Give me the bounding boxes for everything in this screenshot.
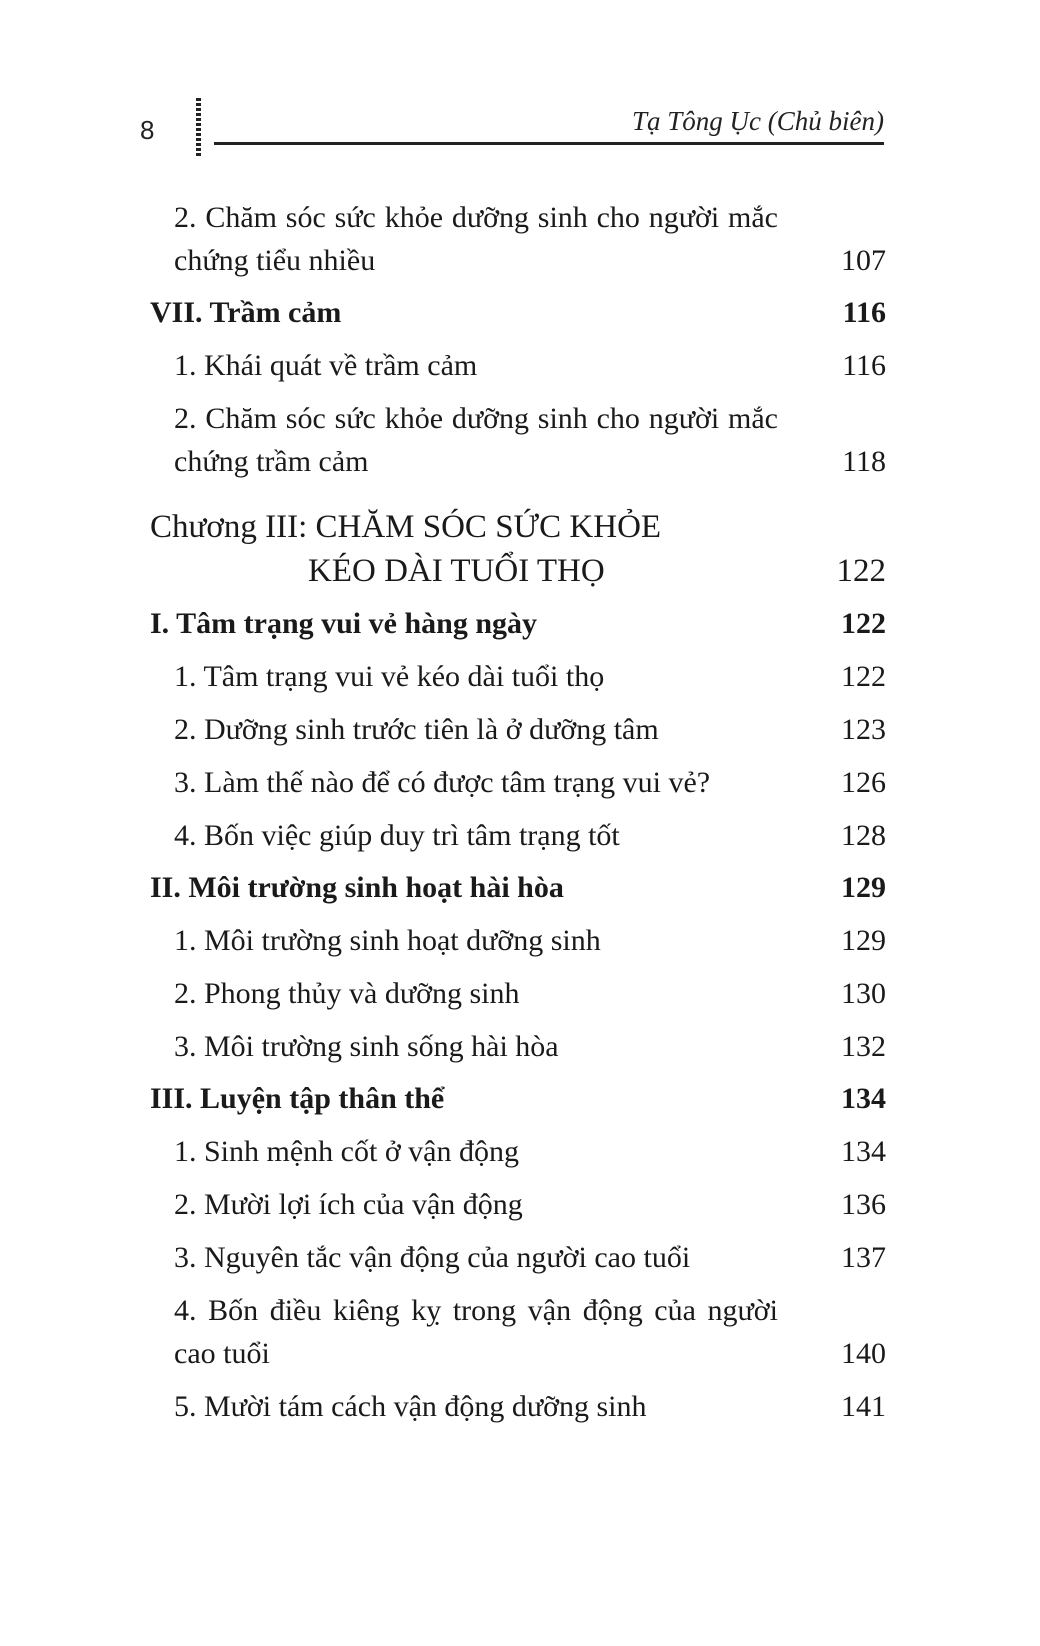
toc-entry-page: 137 (841, 1241, 886, 1274)
toc-section (150, 291, 886, 334)
toc-entry-page: 116 (842, 296, 886, 329)
toc-entry-page: 122 (836, 553, 886, 589)
toc-section-title: VII. Trầm cảm (150, 296, 342, 329)
toc-section-title: I. Tâm trạng vui vẻ hàng ngày (150, 607, 538, 640)
toc-entry (150, 196, 886, 282)
page-number: 8 (140, 115, 155, 145)
toc-entry (150, 972, 886, 1015)
toc-section (150, 866, 886, 909)
toc-entry (150, 1025, 886, 1068)
toc-entry-title: 3. Làm thế nào để có được tâm trạng vui vẻ? (174, 766, 711, 799)
toc-entry-title: 1. Tâm trạng vui vẻ kéo dài tuổi thọ (174, 660, 605, 693)
toc-entry (150, 919, 886, 962)
toc-entry (150, 761, 886, 804)
toc-entry-title: 4. Bốn điều kiêng kỵ trong vận động của người cao tuổi (174, 1294, 778, 1370)
toc-entry-page: 122 (841, 660, 886, 693)
toc-entry-title: 2. Mười lợi ích của vận động (174, 1188, 523, 1221)
toc-entry-page: 134 (841, 1135, 886, 1168)
toc-entry-page: 123 (841, 713, 886, 746)
toc-chapter (150, 505, 886, 593)
toc-entry-page: 126 (841, 766, 886, 799)
toc-entry-title: 2. Chăm sóc sức khỏe dưỡng sinh cho người mắc chứng tiểu nhiều (174, 201, 778, 277)
running-head: Tạ Tông Ục (Chủ biên) (632, 106, 884, 136)
toc-entry (150, 1289, 886, 1375)
toc-entry-title: 4. Bốn việc giúp duy trì tâm trạng tốt (174, 819, 620, 852)
toc-entry-title: 3. Môi trường sinh sống hài hòa (174, 1030, 559, 1063)
toc-entry (150, 1236, 886, 1279)
toc-entry-title: 3. Nguyên tắc vận động của người cao tuổi (174, 1241, 691, 1274)
toc-entry (150, 655, 886, 698)
toc-entry (150, 1385, 886, 1428)
page-header (0, 0, 1040, 170)
toc-entry (150, 1130, 886, 1173)
toc-entry-page: 132 (841, 1030, 886, 1063)
header-vertical-rule (196, 98, 201, 158)
toc-entry-page: 118 (842, 445, 886, 478)
toc-entry-page: 128 (841, 819, 886, 852)
toc-entry-title: 1. Môi trường sinh hoạt dưỡng sinh (174, 924, 601, 957)
table-of-contents (150, 196, 886, 1428)
toc-entry-title: 1. Khái quát về trầm cảm (174, 349, 478, 382)
toc-entry-page: 129 (841, 871, 886, 904)
toc-entry-title: 2. Dưỡng sinh trước tiên là ở dưỡng tâm (174, 713, 659, 746)
toc-section-title: II. Môi trường sinh hoạt hài hòa (150, 871, 564, 904)
toc-chapter-title (150, 505, 816, 593)
toc-entry-page: 107 (841, 244, 886, 277)
toc-entry-page: 122 (841, 607, 886, 640)
toc-section-title: III. Luyện tập thân thể (150, 1082, 445, 1115)
chapter-title-line1: Chương III: CHĂM SÓC SỨC KHỎE (150, 509, 662, 545)
toc-entry (150, 814, 886, 857)
toc-entry-title: 1. Sinh mệnh cốt ở vận động (174, 1135, 519, 1168)
toc-entry-page: 134 (841, 1082, 886, 1115)
header-horizontal-rule (214, 142, 884, 145)
toc-section (150, 1077, 886, 1120)
toc-entry-title: 2. Chăm sóc sức khỏe dưỡng sinh cho người mắc chứng trầm cảm (174, 402, 778, 478)
toc-section (150, 602, 886, 645)
toc-entry-title: 5. Mười tám cách vận động dưỡng sinh (174, 1390, 647, 1423)
toc-entry-title: 2. Phong thủy và dưỡng sinh (174, 977, 520, 1010)
toc-entry-page: 141 (841, 1390, 886, 1423)
toc-entry-page: 140 (841, 1337, 886, 1370)
toc-entry-page: 130 (841, 977, 886, 1010)
toc-entry (150, 1183, 886, 1226)
toc-entry-page: 136 (841, 1188, 886, 1221)
toc-entry (150, 708, 886, 751)
toc-entry (150, 397, 886, 483)
toc-entry (150, 344, 886, 387)
chapter-title-line2: KÉO DÀI TUỔI THỌ (308, 553, 605, 589)
toc-entry-page: 129 (841, 924, 886, 957)
toc-entry-page: 116 (842, 349, 886, 382)
